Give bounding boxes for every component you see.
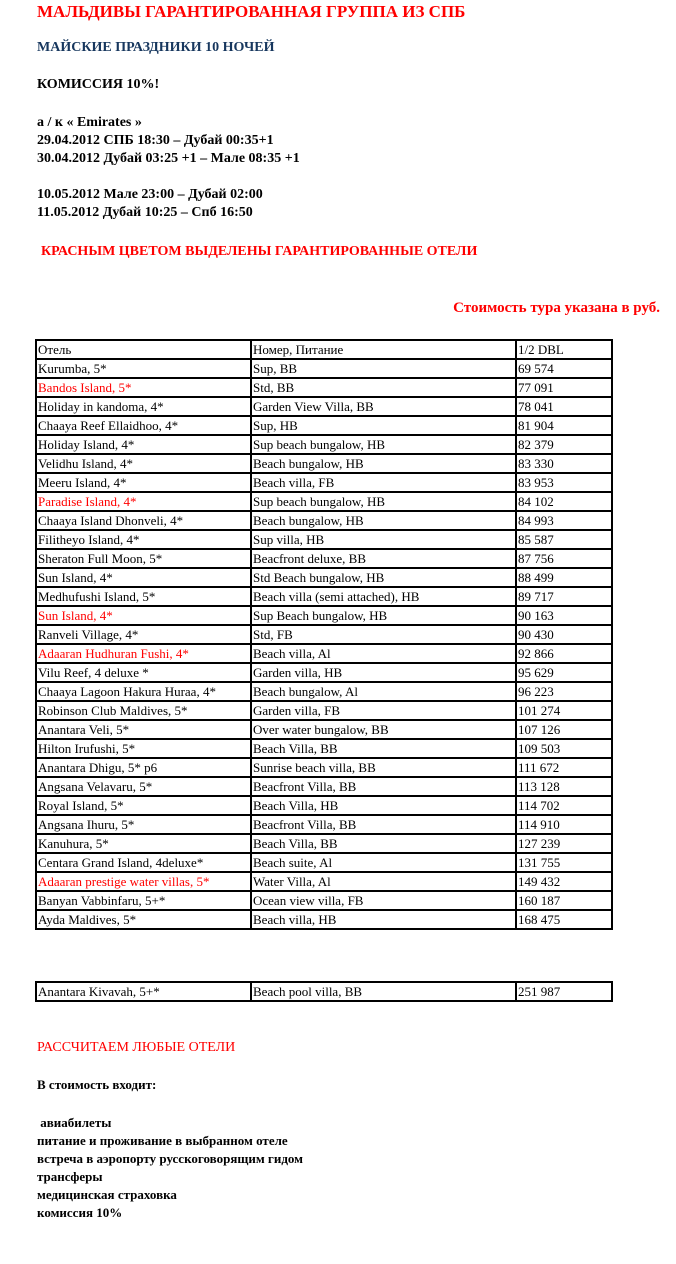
guaranteed-hotels-note: КРАСНЫМ ЦВЕТОМ ВЫДЕЛЕНЫ ГАРАНТИРОВАННЫЕ ОТЕЛИ (41, 244, 478, 259)
hotel-name: Sun Island, 4* (36, 568, 251, 587)
table-row (36, 739, 612, 758)
table-row (36, 891, 612, 910)
table-row (36, 663, 612, 682)
table-row (36, 606, 612, 625)
room-meal: Beach bungalow, Al (251, 682, 516, 701)
table-row (36, 549, 612, 568)
room-meal: Beach pool villa, BB (251, 982, 516, 1001)
table-row (36, 473, 612, 492)
room-meal: Over water bungalow, BB (251, 720, 516, 739)
hotel-name: Angsana Velavaru, 5* (36, 777, 251, 796)
table-row (36, 511, 612, 530)
hotel-name: Medhufushi Island, 5* (36, 587, 251, 606)
price-half-dbl: 131 755 (516, 853, 612, 872)
price-half-dbl: 114 702 (516, 796, 612, 815)
price-half-dbl: 251 987 (516, 982, 612, 1001)
includes-item: медицинская страховка (37, 1187, 177, 1202)
room-meal: Beach villa (semi attached), HB (251, 587, 516, 606)
hotel-name: Royal Island, 5* (36, 796, 251, 815)
room-meal: Beach bungalow, HB (251, 511, 516, 530)
room-meal: Beach Villa, BB (251, 834, 516, 853)
table-row (36, 397, 612, 416)
includes-item: авиабилеты (37, 1115, 112, 1130)
price-half-dbl: 95 629 (516, 663, 612, 682)
price-half-dbl: 92 866 (516, 644, 612, 663)
hotel-name: Robinson Club Maldives, 5* (36, 701, 251, 720)
hotel-name: Kanuhura, 5* (36, 834, 251, 853)
table-row (36, 435, 612, 454)
table-row (36, 872, 612, 891)
room-meal: Beach villa, Al (251, 644, 516, 663)
table-row (36, 359, 612, 378)
price-half-dbl: 85 587 (516, 530, 612, 549)
price-half-dbl: 90 430 (516, 625, 612, 644)
price-half-dbl: 160 187 (516, 891, 612, 910)
hotel-name: Chaaya Reef Ellaidhoo, 4* (36, 416, 251, 435)
price-half-dbl: 88 499 (516, 568, 612, 587)
room-meal: Beach suite, Al (251, 853, 516, 872)
price-currency-note: Стоимость тура указана в руб. (453, 300, 660, 316)
includes-item: трансферы (37, 1169, 103, 1184)
calc-any-hotels-note: РАССЧИТАЕМ ЛЮБЫЕ ОТЕЛИ (37, 1040, 236, 1055)
hotel-name: Chaaya Lagoon Hakura Huraa, 4* (36, 682, 251, 701)
commission-note: КОМИССИЯ 10%! (37, 77, 160, 92)
header-room-meal: Номер, Питание (251, 340, 516, 359)
room-meal: Beach villa, FB (251, 473, 516, 492)
includes-item: комиссия 10% (37, 1205, 123, 1220)
page-subtitle: МАЙСКИЕ ПРАЗДНИКИ 10 НОЧЕЙ (37, 40, 275, 55)
table-row (36, 853, 612, 872)
price-half-dbl: 89 717 (516, 587, 612, 606)
table-row (36, 378, 612, 397)
table-row (36, 815, 612, 834)
room-meal: Ocean view villa, FB (251, 891, 516, 910)
includes-item: встреча в аэропорту русскоговорящим гидом (37, 1151, 303, 1166)
table-row (36, 758, 612, 777)
hotel-name: Sheraton Full Moon, 5* (36, 549, 251, 568)
hotel-name: Banyan Vabbinfaru, 5+* (36, 891, 251, 910)
price-half-dbl: 107 126 (516, 720, 612, 739)
table-row (36, 587, 612, 606)
price-half-dbl: 149 432 (516, 872, 612, 891)
room-meal: Beach villa, HB (251, 910, 516, 929)
room-meal: Beacfront Villa, BB (251, 815, 516, 834)
flight-return-2: 11.05.2012 Дубай 10:25 – Спб 16:50 (37, 205, 253, 220)
hotel-name: Anantara Veli, 5* (36, 720, 251, 739)
flight-outbound-2: 30.04.2012 Дубай 03:25 +1 – Мале 08:35 +1 (37, 151, 300, 166)
price-half-dbl: 84 993 (516, 511, 612, 530)
hotel-name: Hilton Irufushi, 5* (36, 739, 251, 758)
price-half-dbl: 114 910 (516, 815, 612, 834)
price-half-dbl: 113 128 (516, 777, 612, 796)
hotel-name: Adaaran prestige water villas, 5* (36, 872, 251, 891)
table-row (36, 530, 612, 549)
price-half-dbl: 109 503 (516, 739, 612, 758)
price-half-dbl: 81 904 (516, 416, 612, 435)
price-half-dbl: 78 041 (516, 397, 612, 416)
table-row (36, 682, 612, 701)
room-meal: Garden villa, HB (251, 663, 516, 682)
price-half-dbl: 69 574 (516, 359, 612, 378)
room-meal: Sup, BB (251, 359, 516, 378)
hotel-name: Angsana Ihuru, 5* (36, 815, 251, 834)
hotel-name: Anantara Kivavah, 5+* (36, 982, 251, 1001)
hotel-name: Holiday Island, 4* (36, 435, 251, 454)
room-meal: Std Beach bungalow, HB (251, 568, 516, 587)
flight-schedule (37, 114, 300, 222)
table-row (36, 625, 612, 644)
hotel-name: Bandos Island, 5* (36, 378, 251, 397)
room-meal: Garden View Villa, BB (251, 397, 516, 416)
includes-list (37, 1114, 303, 1222)
hotel-name: Centara Grand Island, 4deluxe* (36, 853, 251, 872)
room-meal: Beach Villa, HB (251, 796, 516, 815)
table-row (36, 492, 612, 511)
price-half-dbl: 84 102 (516, 492, 612, 511)
price-half-dbl: 127 239 (516, 834, 612, 853)
table-row (36, 796, 612, 815)
price-half-dbl: 90 163 (516, 606, 612, 625)
price-half-dbl: 101 274 (516, 701, 612, 720)
room-meal: Beacfront deluxe, BB (251, 549, 516, 568)
room-meal: Sup Beach bungalow, HB (251, 606, 516, 625)
price-half-dbl: 111 672 (516, 758, 612, 777)
room-meal: Std, BB (251, 378, 516, 397)
room-meal: Beach bungalow, HB (251, 454, 516, 473)
airline-label: а / к « Emirates » (37, 115, 142, 130)
table-row (36, 834, 612, 853)
price-half-dbl: 83 330 (516, 454, 612, 473)
table-row (36, 720, 612, 739)
flight-outbound-1: 29.04.2012 СПБ 18:30 – Дубай 00:35+1 (37, 133, 274, 148)
room-meal: Beach Villa, BB (251, 739, 516, 758)
room-meal: Std, FB (251, 625, 516, 644)
hotel-name: Filitheyo Island, 4* (36, 530, 251, 549)
hotel-name: Ranveli Village, 4* (36, 625, 251, 644)
table-row (36, 982, 612, 1001)
page-title: МАЛЬДИВЫ ГАРАНТИРОВАННАЯ ГРУППА ИЗ СПБ (37, 2, 466, 21)
table-row (36, 777, 612, 796)
price-half-dbl: 77 091 (516, 378, 612, 397)
room-meal: Sup beach bungalow, HB (251, 435, 516, 454)
table-row (36, 910, 612, 929)
hotel-name: Vilu Reef, 4 deluxe * (36, 663, 251, 682)
room-meal: Beacfront Villa, BB (251, 777, 516, 796)
extra-hotel-table (35, 981, 613, 1002)
price-half-dbl: 87 756 (516, 549, 612, 568)
includes-title: В стоимость входит: (37, 1077, 157, 1092)
hotel-name: Sun Island, 4* (36, 606, 251, 625)
hotel-price-table (35, 339, 613, 930)
room-meal: Sup beach bungalow, HB (251, 492, 516, 511)
header-hotel: Отель (36, 340, 251, 359)
hotel-name: Adaaran Hudhuran Fushi, 4* (36, 644, 251, 663)
table-row (36, 644, 612, 663)
flight-spacer (37, 168, 300, 186)
hotel-name: Chaaya Island Dhonveli, 4* (36, 511, 251, 530)
table-row (36, 701, 612, 720)
room-meal: Garden villa, FB (251, 701, 516, 720)
table-header-row (36, 340, 612, 359)
hotel-name: Velidhu Island, 4* (36, 454, 251, 473)
hotel-name: Kurumba, 5* (36, 359, 251, 378)
header-price: 1/2 DBL (516, 340, 612, 359)
table-row (36, 568, 612, 587)
flight-return-1: 10.05.2012 Мале 23:00 – Дубай 02:00 (37, 187, 263, 202)
room-meal: Sup, HB (251, 416, 516, 435)
room-meal: Water Villa, Al (251, 872, 516, 891)
price-half-dbl: 82 379 (516, 435, 612, 454)
hotel-name: Holiday in kandoma, 4* (36, 397, 251, 416)
table-row (36, 454, 612, 473)
hotel-name: Ayda Maldives, 5* (36, 910, 251, 929)
price-half-dbl: 96 223 (516, 682, 612, 701)
hotel-name: Anantara Dhigu, 5* p6 (36, 758, 251, 777)
room-meal: Sup villa, HB (251, 530, 516, 549)
price-half-dbl: 83 953 (516, 473, 612, 492)
room-meal: Sunrise beach villa, BB (251, 758, 516, 777)
hotel-name: Meeru Island, 4* (36, 473, 251, 492)
table-row (36, 416, 612, 435)
includes-item: питание и проживание в выбранном отеле (37, 1133, 288, 1148)
hotel-name: Paradise Island, 4* (36, 492, 251, 511)
price-half-dbl: 168 475 (516, 910, 612, 929)
